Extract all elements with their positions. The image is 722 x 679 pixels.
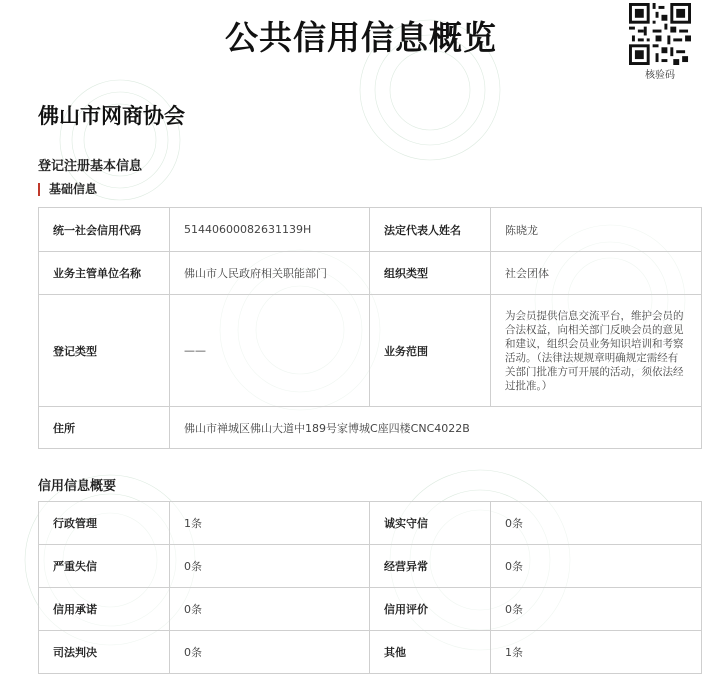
field-value: 0条 <box>170 545 370 588</box>
field-label: 住所 <box>39 407 170 449</box>
field-value: 1条 <box>170 502 370 545</box>
field-value: 0条 <box>491 502 702 545</box>
field-label: 登记类型 <box>39 295 170 407</box>
field-value: 佛山市人民政府相关职能部门 <box>170 252 370 295</box>
field-label: 司法判决 <box>39 631 170 674</box>
credit-overview-table <box>38 501 702 674</box>
field-value: 1条 <box>491 631 702 674</box>
basic-info-subtitle: 基础信息 <box>38 183 97 196</box>
registration-section-title: 登记注册基本信息 <box>38 159 143 174</box>
table-row <box>39 407 702 449</box>
qr-code-icon <box>629 3 691 65</box>
field-label: 严重失信 <box>39 545 170 588</box>
field-label: 统一社会信用代码 <box>39 208 170 252</box>
credit-overview-section-title: 信用信息概要 <box>38 479 117 494</box>
field-value: 0条 <box>170 588 370 631</box>
field-label: 业务范围 <box>370 295 491 407</box>
organization-name: 佛山市网商协会 <box>38 104 185 128</box>
field-label: 法定代表人姓名 <box>370 208 491 252</box>
field-label: 信用评价 <box>370 588 491 631</box>
field-label: 经营异常 <box>370 545 491 588</box>
verification-qr[interactable] <box>628 3 692 81</box>
field-value: —— <box>170 295 370 407</box>
registration-table <box>38 207 702 449</box>
qr-label: 核验码 <box>645 70 675 81</box>
table-row <box>39 588 702 631</box>
field-value: 51440600082631139H <box>170 208 370 252</box>
table-row <box>39 252 702 295</box>
table-row <box>39 631 702 674</box>
table-row <box>39 295 702 407</box>
field-label: 信用承诺 <box>39 588 170 631</box>
table-row <box>39 545 702 588</box>
field-value: 陈晓龙 <box>491 208 702 252</box>
address-value: 佛山市禅城区佛山大道中189号家博城C座四楼CNC4022B <box>170 407 702 449</box>
field-label: 业务主管单位名称 <box>39 252 170 295</box>
field-label: 其他 <box>370 631 491 674</box>
field-value: 社会团体 <box>491 252 702 295</box>
field-label: 组织类型 <box>370 252 491 295</box>
page-title: 公共信用信息概览 <box>225 18 497 57</box>
field-label: 诚实守信 <box>370 502 491 545</box>
business-scope-value: 为会员提供信息交流平台，维护会员的合法权益，向相关部门反映会员的意见和建议，组织会员业务知识培训和考察活动。（法律法规规章明确规定需经有关部门批准方可开展的活动，须依法经过批准。） <box>491 295 702 407</box>
field-value: 0条 <box>491 545 702 588</box>
table-row <box>39 502 702 545</box>
field-value: 0条 <box>170 631 370 674</box>
field-label: 行政管理 <box>39 502 170 545</box>
table-row <box>39 208 702 252</box>
field-value: 0条 <box>491 588 702 631</box>
